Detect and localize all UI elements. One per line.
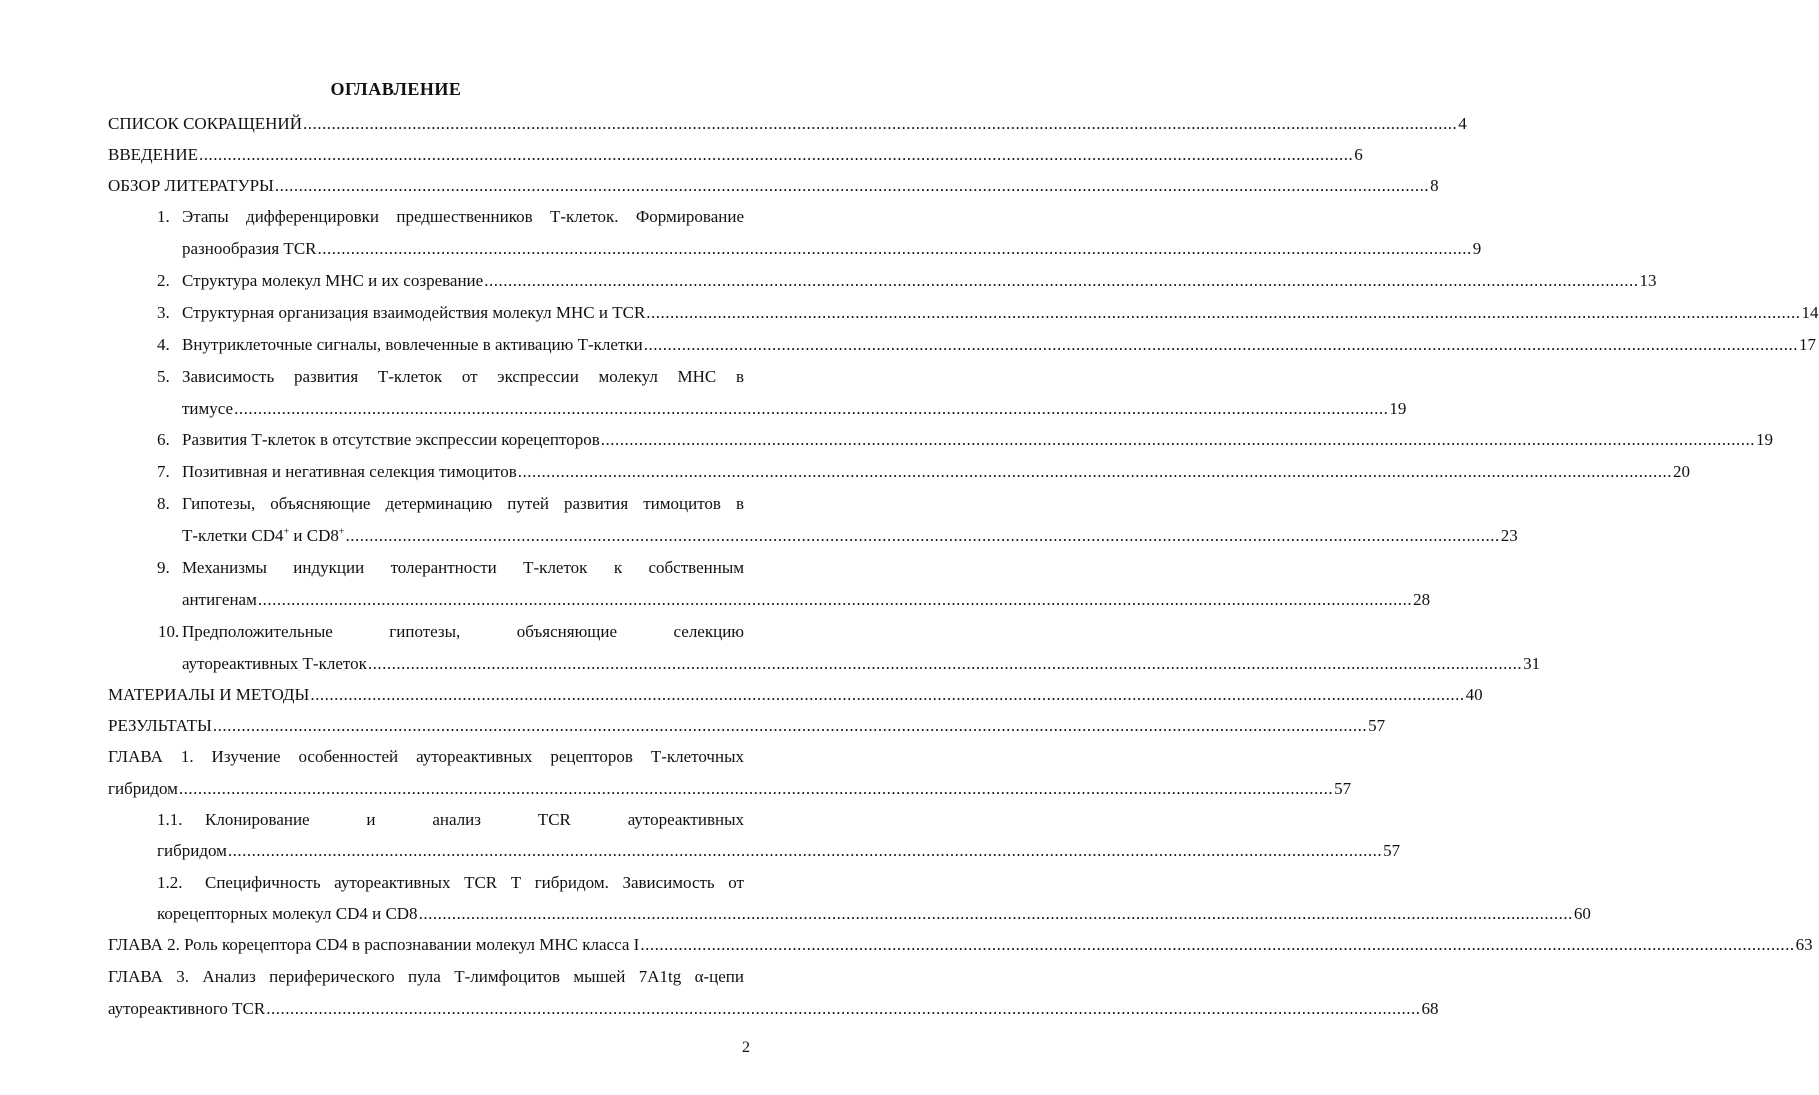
- toc-entry-label: корецепторных молекул CD4 и CD8: [157, 904, 418, 923]
- toc-entry-s8-line2[interactable]: [182, 524, 1518, 548]
- toc-page-number: 17: [1798, 335, 1816, 354]
- dot-leader: ...................................................................................................................................................................................................................................................: [646, 303, 1801, 322]
- toc-page-number: 31: [1523, 654, 1541, 673]
- dot-leader: ...................................................................................................................................................................................................................................................: [302, 114, 1458, 133]
- page-title: ОГЛАВЛЕНИЕ: [330, 79, 462, 99]
- toc-entry-label: аутореактивного TCR: [108, 999, 266, 1018]
- toc-section-number: 8.: [157, 494, 170, 513]
- toc-entry-s2[interactable]: [182, 269, 1657, 293]
- toc-entry-label: Структура молекул МНС и их созревание: [182, 271, 484, 290]
- toc-page-number: 19: [1755, 430, 1773, 449]
- toc-entry-s5-line1[interactable]: Зависимость развития Т-клеток от экспрессии молекул МНС в: [182, 367, 744, 386]
- toc-section-number: 4.: [157, 335, 170, 354]
- toc-page-number: 40: [1465, 685, 1483, 704]
- toc-page-number: 13: [1639, 271, 1657, 290]
- toc-section-number: 3.: [157, 303, 170, 322]
- toc-section-number: 2.: [157, 271, 170, 290]
- toc-page-number: 8: [1430, 176, 1439, 195]
- toc-section-number: 10.: [158, 622, 180, 641]
- toc-page-number: 9: [1472, 239, 1482, 258]
- toc-page-number: 60: [1573, 904, 1591, 923]
- superscript-plus: +: [338, 526, 345, 538]
- toc-entry-literature-review[interactable]: [108, 174, 1439, 198]
- toc-entry-s1-2-line1[interactable]: Специфичность аутореактивных TCR Т гибридом. Зависимость от: [205, 873, 744, 892]
- toc-entry-s10-line1[interactable]: Предположительные гипотезы, объясняющие селекцию: [182, 622, 744, 641]
- toc-entry-label: гибридом: [108, 779, 178, 798]
- dot-leader: ...................................................................................................................................................................................................................................................: [317, 239, 1472, 258]
- toc-entry-s9-line2[interactable]: [182, 588, 1431, 612]
- toc-entry-s7[interactable]: [182, 460, 1691, 484]
- toc-entry-label: антигенам: [182, 590, 257, 609]
- toc-page-number: 20: [1673, 462, 1691, 481]
- page-number: 2: [742, 1039, 750, 1056]
- toc-entry-label: Развития Т-клеток в отсутствие экспрессии корецепторов: [182, 430, 600, 449]
- dot-leader: ...................................................................................................................................................................................................................................................: [367, 654, 1523, 673]
- toc-page-number: 57: [1383, 841, 1401, 860]
- toc-entry-label: Внутриклеточные сигналы, вовлеченные в активацию Т-клетки: [182, 335, 643, 354]
- toc-page-number: 19: [1389, 399, 1407, 418]
- toc-entry-label: МАТЕРИАЛЫ И МЕТОДЫ: [108, 685, 310, 704]
- toc-entry-s3[interactable]: [182, 301, 1819, 325]
- toc-entry-s6[interactable]: [182, 428, 1773, 452]
- dot-leader: ...................................................................................................................................................................................................................................................: [643, 335, 1798, 354]
- toc-section-number: 6.: [157, 430, 170, 449]
- toc-page-number: 23: [1500, 526, 1518, 545]
- toc-entry-s1-1-line1[interactable]: Клонирование и анализ TCR аутореактивных: [205, 810, 744, 829]
- toc-entry-chapter1-line1[interactable]: ГЛАВА 1. Изучение особенностей аутореактивных рецепторов Т-клеточных: [108, 747, 744, 766]
- dot-leader: ...................................................................................................................................................................................................................................................: [640, 935, 1795, 954]
- toc-section-number: 5.: [157, 367, 170, 386]
- toc-entry-label: гибридом: [157, 841, 227, 860]
- toc-entry-label: ОБЗОР ЛИТЕРАТУРЫ: [108, 176, 274, 195]
- toc-entry-label: Позитивная и негативная селекция тимоцитов: [182, 462, 517, 481]
- toc-entry-abbreviations[interactable]: [108, 112, 1467, 136]
- dot-leader: ...................................................................................................................................................................................................................................................: [345, 526, 1500, 545]
- toc-entry-s1-line1[interactable]: Этапы дифференцировки предшественников Т-клеток. Формирование: [182, 207, 744, 226]
- dot-leader: ...................................................................................................................................................................................................................................................: [484, 271, 1639, 290]
- dot-leader: ...................................................................................................................................................................................................................................................: [212, 716, 1368, 735]
- superscript-plus: +: [283, 526, 290, 538]
- toc-section-number: 1.: [157, 207, 170, 226]
- toc-entry-s9-line1[interactable]: Механизмы индукции толерантности Т-клеток к собственным: [182, 558, 744, 577]
- dot-leader: ...................................................................................................................................................................................................................................................: [418, 904, 1573, 923]
- toc-entry-label: СПИСОК СОКРАЩЕНИЙ: [108, 114, 302, 133]
- toc-page-number: 4: [1458, 114, 1467, 133]
- toc-entry-chapter1-line2[interactable]: [108, 777, 1352, 801]
- dot-leader: ...................................................................................................................................................................................................................................................: [274, 176, 1430, 195]
- toc-entry-chapter3-line1[interactable]: ГЛАВА 3. Анализ периферического пула Т-лимфоцитов мышей 7A1tg α-цепи: [108, 967, 744, 986]
- toc-page-number: 6: [1354, 145, 1363, 164]
- toc-entry-label: Структурная организация взаимодействия молекул МНС и TCR: [182, 303, 646, 322]
- toc-entry-s10-line2[interactable]: [182, 652, 1541, 676]
- dot-leader: ...................................................................................................................................................................................................................................................: [310, 685, 1465, 704]
- toc-entry-methods[interactable]: [108, 683, 1483, 707]
- toc-entry-label: ГЛАВА 2. Роль корецептора CD4 в распознавании молекул МНС класса I: [108, 935, 640, 954]
- dot-leader: ...................................................................................................................................................................................................................................................: [227, 841, 1383, 860]
- toc-entry-chapter3-line2[interactable]: [108, 997, 1439, 1021]
- dot-leader: ...................................................................................................................................................................................................................................................: [257, 590, 1413, 609]
- toc-entry-introduction[interactable]: [108, 143, 1363, 167]
- toc-entry-label: РЕЗУЛЬТАТЫ: [108, 716, 212, 735]
- toc-entry-s1-2-line2[interactable]: [157, 902, 1591, 926]
- toc-page-number: 28: [1413, 590, 1431, 609]
- toc-entry-label: разнообразия TCR: [182, 239, 317, 258]
- dot-leader: ...................................................................................................................................................................................................................................................: [266, 999, 1421, 1018]
- toc-section-number: 1.2.: [157, 873, 183, 892]
- toc-page-number: 63: [1795, 935, 1813, 954]
- toc-page-number: 57: [1334, 779, 1352, 798]
- dot-leader: ...................................................................................................................................................................................................................................................: [600, 430, 1755, 449]
- toc-entry-s1-line2[interactable]: [182, 237, 1482, 261]
- toc-label-part: и CD8: [289, 526, 339, 545]
- toc-entry-label: [182, 524, 345, 548]
- toc-entry-chapter2[interactable]: [108, 933, 1813, 957]
- dot-leader: ...................................................................................................................................................................................................................................................: [198, 145, 1354, 164]
- toc-entry-label: ВВЕДЕНИЕ: [108, 145, 198, 164]
- dot-leader: ...................................................................................................................................................................................................................................................: [517, 462, 1673, 481]
- toc-entry-s8-line1[interactable]: Гипотезы, объясняющие детерминацию путей развития тимоцитов в: [182, 494, 744, 513]
- toc-entry-results[interactable]: [108, 714, 1386, 738]
- toc-section-number: 7.: [157, 462, 170, 481]
- toc-entry-s5-line2[interactable]: [182, 397, 1407, 421]
- toc-page-number: 14: [1801, 303, 1819, 322]
- toc-section-number: 1.1.: [157, 810, 183, 829]
- toc-page-number: 68: [1421, 999, 1439, 1018]
- toc-label-part: Т-клетки CD4: [182, 526, 284, 545]
- toc-entry-s4[interactable]: [182, 333, 1816, 357]
- toc-page-number: 57: [1368, 716, 1386, 735]
- toc-section-number: 9.: [157, 558, 170, 577]
- toc-entry-label: аутореактивных Т-клеток: [182, 654, 367, 673]
- toc-entry-label: тимусе: [182, 399, 234, 418]
- toc-entry-s1-1-line2[interactable]: [157, 839, 1401, 863]
- dot-leader: ...................................................................................................................................................................................................................................................: [234, 399, 1389, 418]
- dot-leader: ...................................................................................................................................................................................................................................................: [178, 779, 1334, 798]
